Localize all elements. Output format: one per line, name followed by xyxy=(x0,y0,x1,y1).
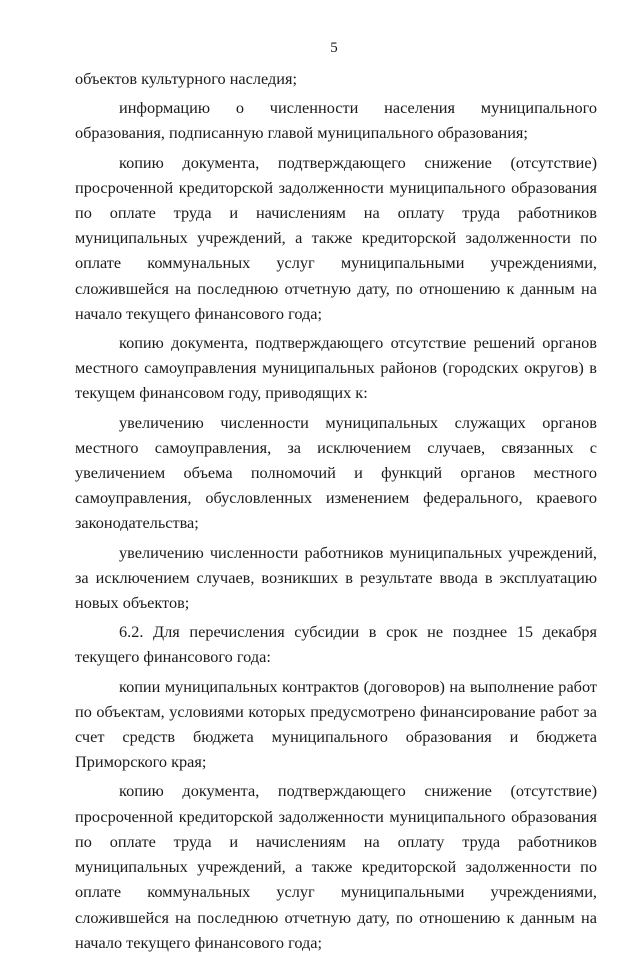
document-body xyxy=(75,66,597,955)
paragraph-population-info: информацию о численности населения муниципального образования, подписанную главой муниципального образования; xyxy=(75,98,597,143)
paragraph-staff-increase: увеличению численности муниципальных служащих органов местного самоуправления, за исключением случаев, связанных с увеличением объема полномочий и функций органов местного самоуправления, обусловленных изменением федерального, краевого законодательства; xyxy=(75,412,597,533)
paragraph-heritage-objects: объектов культурного наследия; xyxy=(75,69,298,88)
paragraph-no-decisions-document: копию документа, подтверждающего отсутствие решений органов местного самоуправления муниципальных районов (городских округов) в текущем финансовом году, приводящих к: xyxy=(75,333,597,403)
paragraph-workers-increase: увеличению численности работников муниципальных учреждений, за исключением случаев, возникших в результате ввода в эксплуатацию новых объектов; xyxy=(75,542,597,613)
paragraph-contract-copies: копии муниципальных контрактов (договоров) на выполнение работ по объектам, условиями которых предусмотрено финансирование работ за счет средств бюджета муниципального образования и бюджета Приморского края; xyxy=(75,676,597,772)
paragraph-debt-document: копию документа, подтверждающего снижение (отсутствие) просроченной кредиторской задолженности муниципального образования по оплате труда и начислениям на оплату труда работников муниципальных учреждений, а также кредиторской задолженности по оплате коммунальных услуг муниципальными учреждениями, сложившейся на последнюю отчетную дату, по отношению к данным на начало текущего финансового года; xyxy=(75,152,597,323)
paragraph-debt-document-repeat: копию документа, подтверждающего снижение (отсутствие) просроченной кредиторской задолженности муниципального образования по оплате труда и начислениям на оплату труда работников муниципальных учреждений, а также кредиторской задолженности по оплате коммунальных услуг муниципальными учреждениями, сложившейся на последнюю отчетную дату, по отношению к данным на начало текущего финансового года; xyxy=(75,781,597,952)
page-number: 5 xyxy=(330,40,338,56)
paragraph-section-6-2: 6.2. Для перечисления субсидии в срок не позднее 15 декабря текущего финансового года: xyxy=(75,622,597,667)
